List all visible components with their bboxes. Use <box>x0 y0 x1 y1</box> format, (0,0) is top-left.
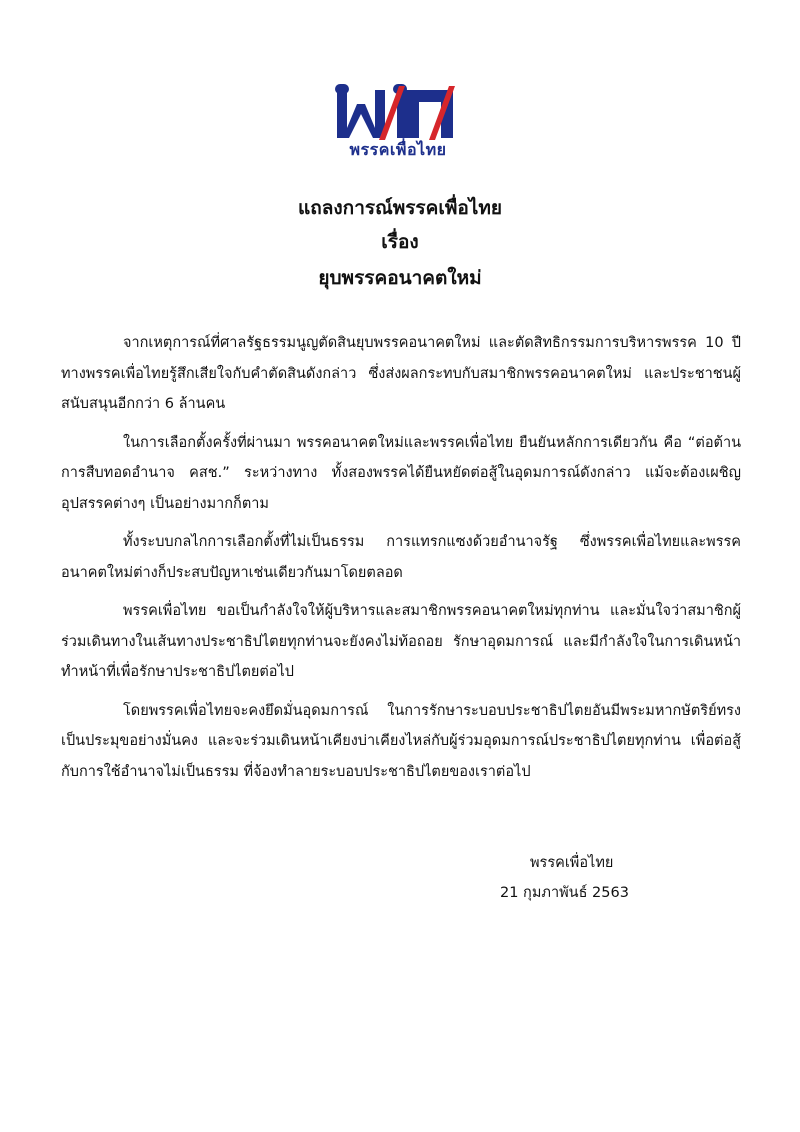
paragraph: ในการเลือกตั้งครั้งที่ผ่านมา พรรคอนาคตใหม่และพรรคเพื่อไทย ยืนยันหลักการเดียวกัน คือ “ต่อต้านการสืบทอดอำนาจ คสช.” ระหว่างทาง ทั้งสองพรรคได้ยืนหยัดต่อสู้ในอุดมการณ์ดังกล่าว แม้จะต้องเผชิญอุปสรรคต่างๆ เป็นอย่างมากก็ตาม <box>61 434 741 512</box>
subject-title: ยุบพรรคอนาคตใหม่ <box>318 267 482 289</box>
signature-name: พรรคเพื่อไทย <box>530 855 614 871</box>
paragraph: ทั้งระบบกลไกการเลือกตั้งที่ไม่เป็นธรรม การแทรกแซงด้วยอำนาจรัฐ ซึ่งพรรคเพื่อไทยและพรรคอนาคตใหม่ต่างก็ประสบปัญหาเช่นเดียวกันมาโดยตลอด <box>61 534 741 581</box>
document-title: แถลงการณ์พรรคเพื่อไทย <box>298 197 502 219</box>
signature-date: 21 กุมภาพันธ์ 2563 <box>500 885 629 901</box>
paragraph: โดยพรรคเพื่อไทยจะคงยึดมั่นอุดมการณ์ ในการรักษาระบอบประชาธิปไตยอันมีพระมหากษัตริย์ทรงเป็นประมุขอย่างมั่นคง และจะร่วมเดินหน้าเคียงบ่าเคียงไหล่กับผู้ร่วมอุดมการณ์ประชาธิปไตยทุกท่าน เพื่อต่อสู้กับการใช้อำนาจไม่เป็นธรรม ที่จ้องทำลายระบอบประชาธิปไตยของเราต่อไป <box>61 702 741 780</box>
party-logo <box>333 84 463 162</box>
paragraph: พรรคเพื่อไทย ขอเป็นกำลังใจให้ผู้บริหารและสมาชิกพรรคอนาคตใหม่ทุกท่าน และมั่นใจว่าสมาชิกผู้ร่วมเดินทางในเส้นทางประชาธิปไตยทุกท่านจะยังคงไม่ท้อถอย รักษาอุดมการณ์ และมีกำลังใจในการเดินหน้าทำหน้าที่เพื่อรักษาประชาธิปไตยต่อไป <box>61 603 741 680</box>
subject-label: เรื่อง <box>381 231 419 253</box>
signature-block <box>500 848 670 908</box>
logo-caption: พรรคเพื่อไทย <box>349 140 447 159</box>
party-logo-mark <box>333 84 463 140</box>
paragraph: จากเหตุการณ์ที่ศาลรัฐธรรมนูญตัดสินยุบพรรคอนาคตใหม่ และตัดสิทธิกรรมการบริหารพรรค 10 ปี ทางพรรคเพื่อไทยรู้สึกเสียใจกับคำตัดสินดังกล่าว ซึ่งส่งผลกระทบกับสมาชิกพรรคอนาคตใหม่ และประชาชนผู้สนับสนุนอีกกว่า 6 ล้านคน <box>61 335 741 412</box>
statement-body <box>61 328 741 795</box>
